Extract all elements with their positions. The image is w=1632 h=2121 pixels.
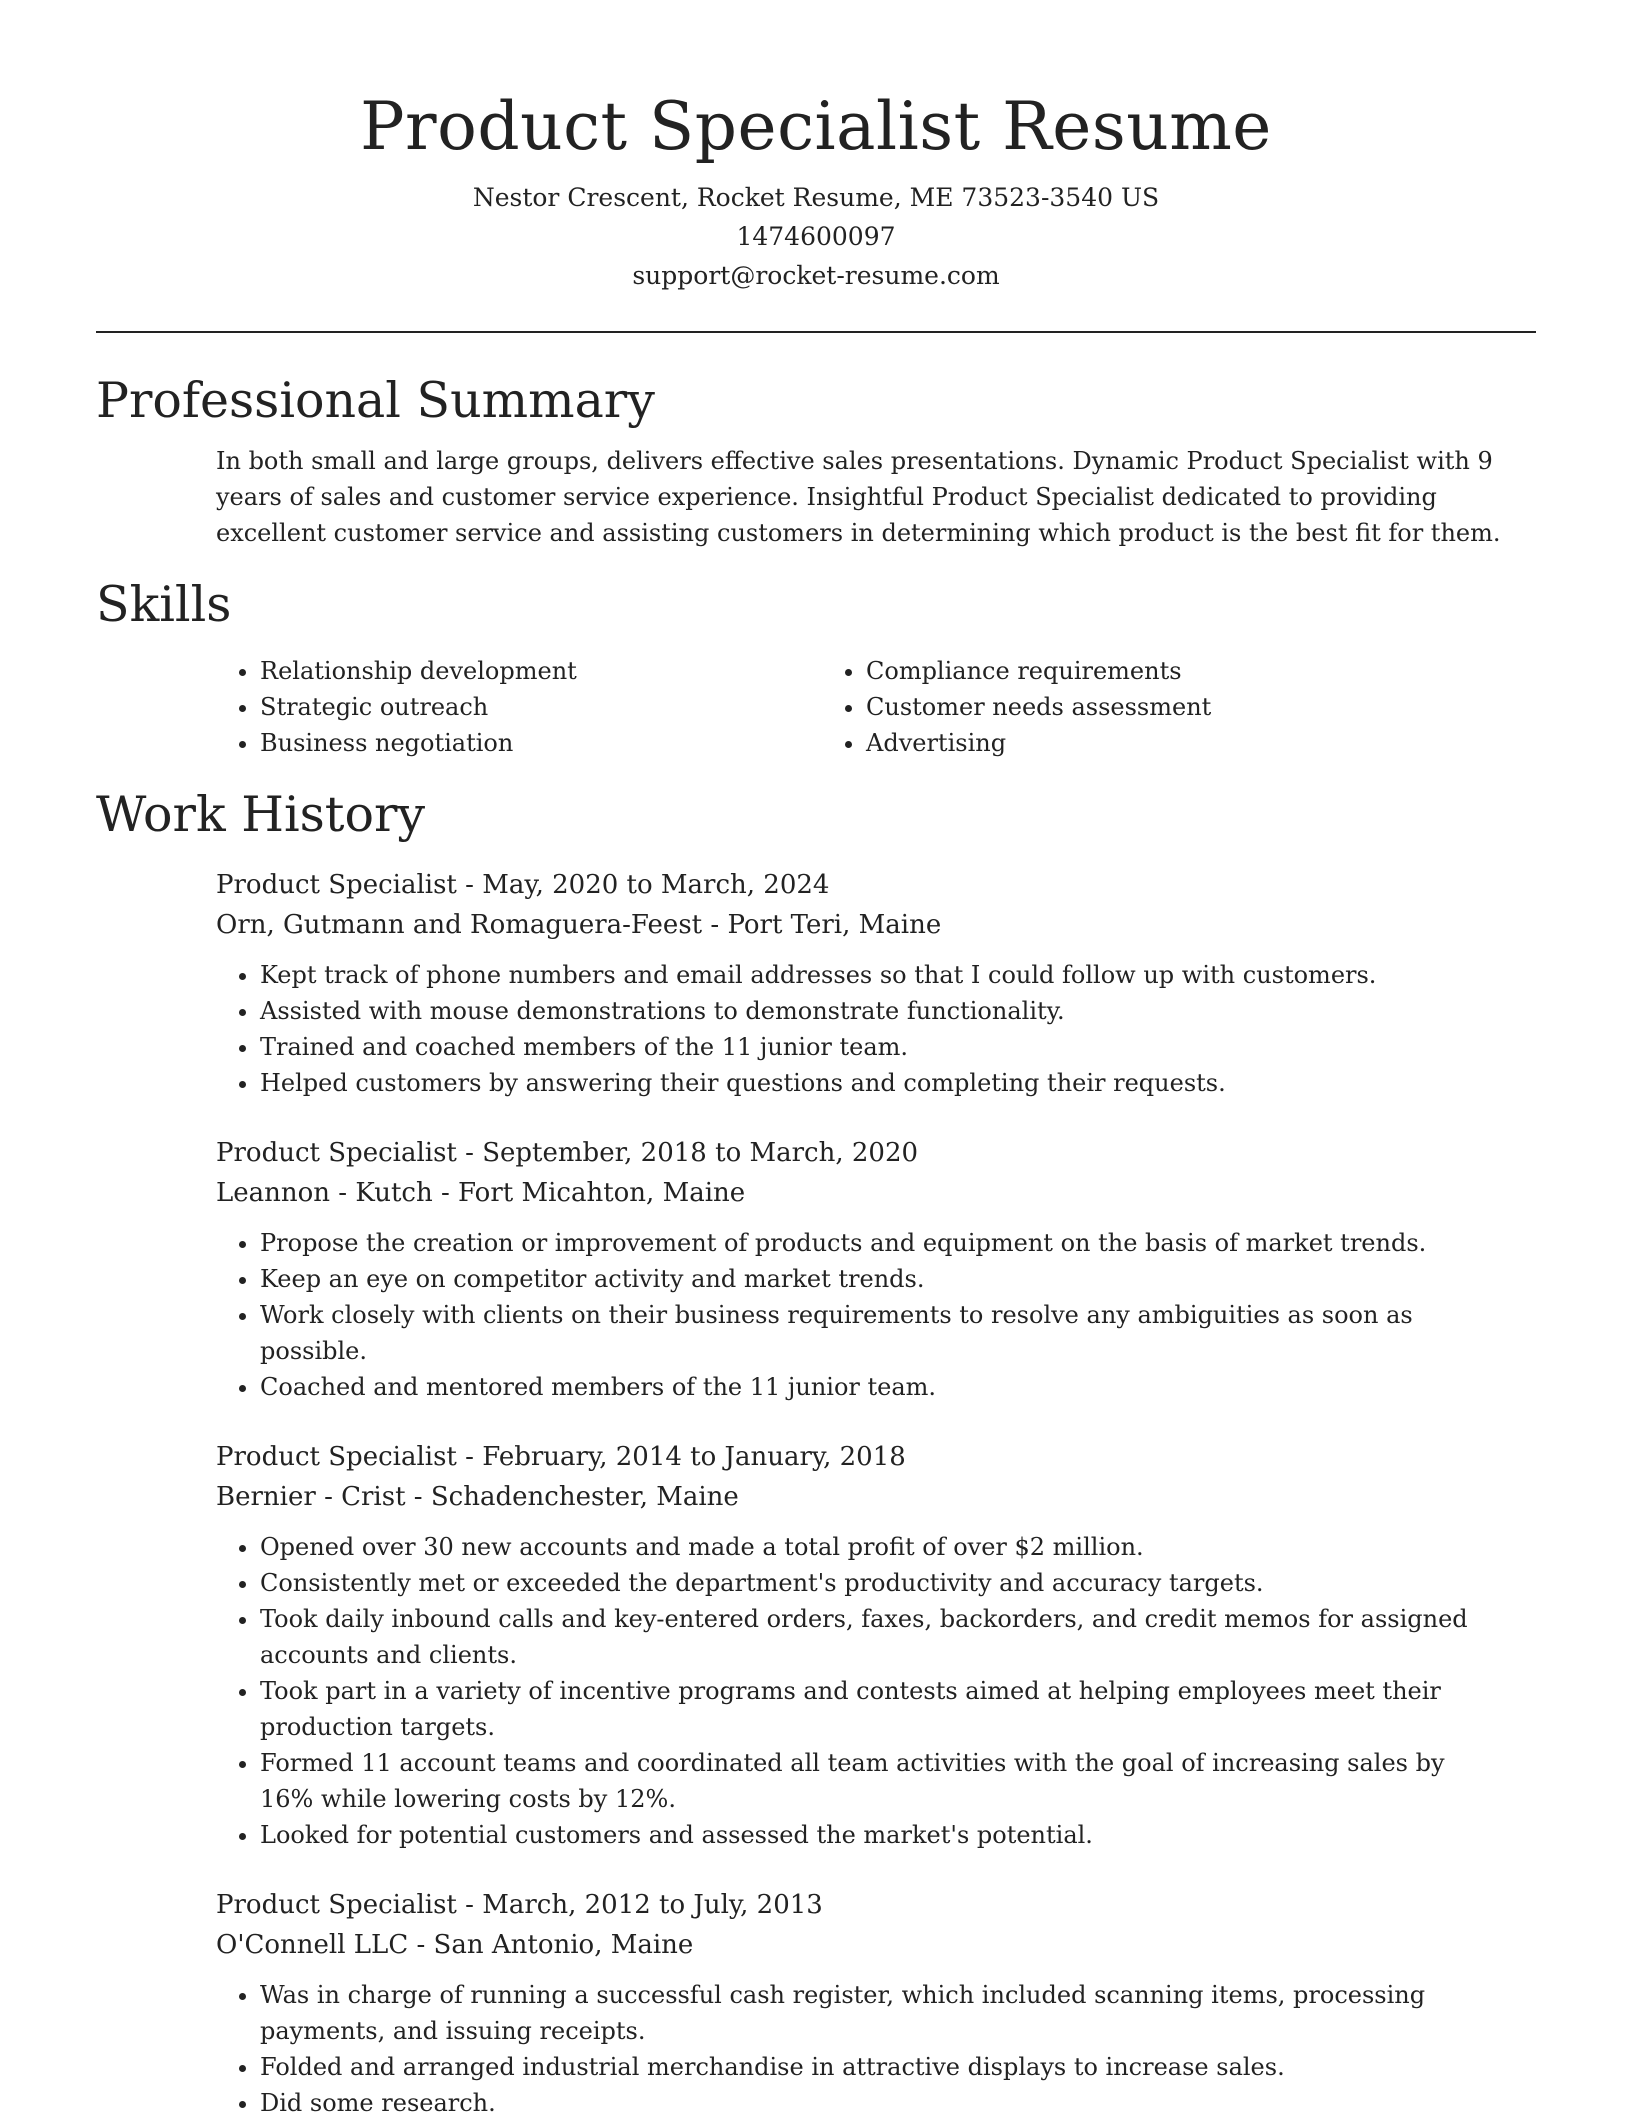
job-bullet: • Helped customers by answering their questions and completing their requests. (260, 1065, 1490, 1101)
contact-address: Nestor Crescent, Rocket Resume, ME 73523-3540 US (472, 183, 1160, 212)
work-history-heading: Work History (96, 786, 426, 843)
job-company-line: Orn, Gutmann and Romaguera-Feest - Port Teri, Maine (216, 910, 942, 940)
job-entry (216, 1133, 1536, 1405)
skill-item: • Compliance requirements (866, 653, 1428, 689)
contact-phone: 1474600097 (736, 222, 896, 251)
job-bullet: • Kept track of phone numbers and email addresses so that I could follow up with customers. (260, 957, 1490, 993)
job-bullet: • Folded and arranged industrial merchandise in attractive displays to increase sales. (260, 2049, 1490, 2085)
job-title: Product Specialist (216, 1442, 457, 1472)
skills-grid (216, 653, 1536, 761)
job-title-line: Product Specialist - September, 2018 to March, 2020 (216, 1138, 919, 1168)
skill-item: • Customer needs assessment (866, 689, 1428, 725)
job-bullet: • Assisted with mouse demonstrations to demonstrate functionality. (260, 993, 1490, 1029)
job-bullet: • Propose the creation or improvement of products and equipment on the basis of market trends. (260, 1225, 1490, 1261)
job-bullet: • Consistently met or exceeded the department's productivity and accuracy targets. (260, 1565, 1490, 1601)
skills-heading: Skills (96, 576, 232, 633)
job-bullet: • Trained and coached members of the 11 junior team. (260, 1029, 1490, 1065)
skills-section (96, 573, 1536, 761)
job-company: Orn, Gutmann and Romaguera-Feest (216, 910, 703, 940)
job-entry (216, 1885, 1536, 2121)
resume-page (96, 0, 1536, 2121)
job-bullet: • Did some research. (260, 2085, 1490, 2121)
summary-section (96, 369, 1536, 551)
job-company: Bernier - Crist (216, 1482, 406, 1512)
job-bullet: • Opened over 30 new accounts and made a total profit of over $2 million. (260, 1529, 1490, 1565)
skill-item: • Advertising (866, 725, 1428, 761)
summary-text: In both small and large groups, delivers effective sales presentations. Dynamic Product Specialist with 9 years of sales and customer service experience. Insightful Product Specialist dedicated to providing excellent customer service and assisting customers in determining which product is the best fit for them. (216, 447, 1501, 547)
job-company-line: O'Connell LLC - San Antonio, Maine (216, 1930, 694, 1960)
skill-item: • Strategic outreach (260, 689, 822, 725)
job-location: Schadenchester, Maine (430, 1482, 739, 1512)
job-bullet: • Was in charge of running a successful cash register, which included scanning items, processing payments, and issuing receipts. (260, 1977, 1490, 2049)
job-bullet: • Took part in a variety of incentive programs and contests aimed at helping employees meet their production targets. (260, 1673, 1490, 1745)
job-bullets (216, 1977, 1490, 2121)
job-bullet: • Formed 11 account teams and coordinated all team activities with the goal of increasing sales by 16% while lowering costs by 12%. (260, 1745, 1490, 1817)
job-title-line: Product Specialist - March, 2012 to July, 2013 (216, 1890, 823, 1920)
skill-item: • Business negotiation (260, 725, 822, 761)
job-company-line: Bernier - Crist - Schadenchester, Maine (216, 1482, 739, 1512)
job-location: Fort Micahton, Maine (458, 1178, 746, 1208)
contact-email: support@rocket-resume.com (632, 261, 1000, 290)
job-company: O'Connell LLC (216, 1930, 409, 1960)
job-location: San Antonio, Maine (433, 1930, 694, 1960)
job-company-line: Leannon - Kutch - Fort Micahton, Maine (216, 1178, 746, 1208)
job-company: Leannon - Kutch (216, 1178, 433, 1208)
job-bullet: • Took daily inbound calls and key-entered orders, faxes, backorders, and credit memos for assigned accounts and clients. (260, 1601, 1490, 1673)
work-history-section (96, 783, 1536, 2121)
job-title: Product Specialist (216, 1138, 457, 1168)
summary-heading: Professional Summary (96, 372, 655, 429)
job-bullet: • Keep an eye on competitor activity and market trends. (260, 1261, 1490, 1297)
skill-item: • Relationship development (260, 653, 822, 689)
job-entry (216, 865, 1536, 1101)
skills-column-right (822, 653, 1428, 761)
resume-title: Product Specialist Resume (360, 88, 1272, 165)
job-bullets (216, 1529, 1490, 1853)
job-bullet: • Work closely with clients on their business requirements to resolve any ambiguities as soon as possible. (260, 1297, 1490, 1369)
header-divider (96, 331, 1536, 333)
job-title-line: Product Specialist - May, 2020 to March, 2024 (216, 870, 830, 900)
job-entry (216, 1437, 1536, 1853)
skills-column-left (216, 653, 822, 761)
job-dates: September, 2018 to March, 2020 (482, 1138, 919, 1168)
job-bullet: • Coached and mentored members of the 11 junior team. (260, 1369, 1490, 1405)
job-dates: May, 2020 to March, 2024 (482, 870, 830, 900)
job-title-line: Product Specialist - February, 2014 to January, 2018 (216, 1442, 906, 1472)
job-bullets (216, 957, 1490, 1101)
job-location: Port Teri, Maine (727, 910, 942, 940)
job-bullets (216, 1225, 1490, 1405)
job-dates: March, 2012 to July, 2013 (482, 1890, 823, 1920)
job-title: Product Specialist (216, 1890, 457, 1920)
job-bullet: • Looked for potential customers and assessed the market's potential. (260, 1817, 1490, 1853)
contact-block (96, 178, 1536, 295)
job-title: Product Specialist (216, 870, 457, 900)
job-dates: February, 2014 to January, 2018 (482, 1442, 906, 1472)
